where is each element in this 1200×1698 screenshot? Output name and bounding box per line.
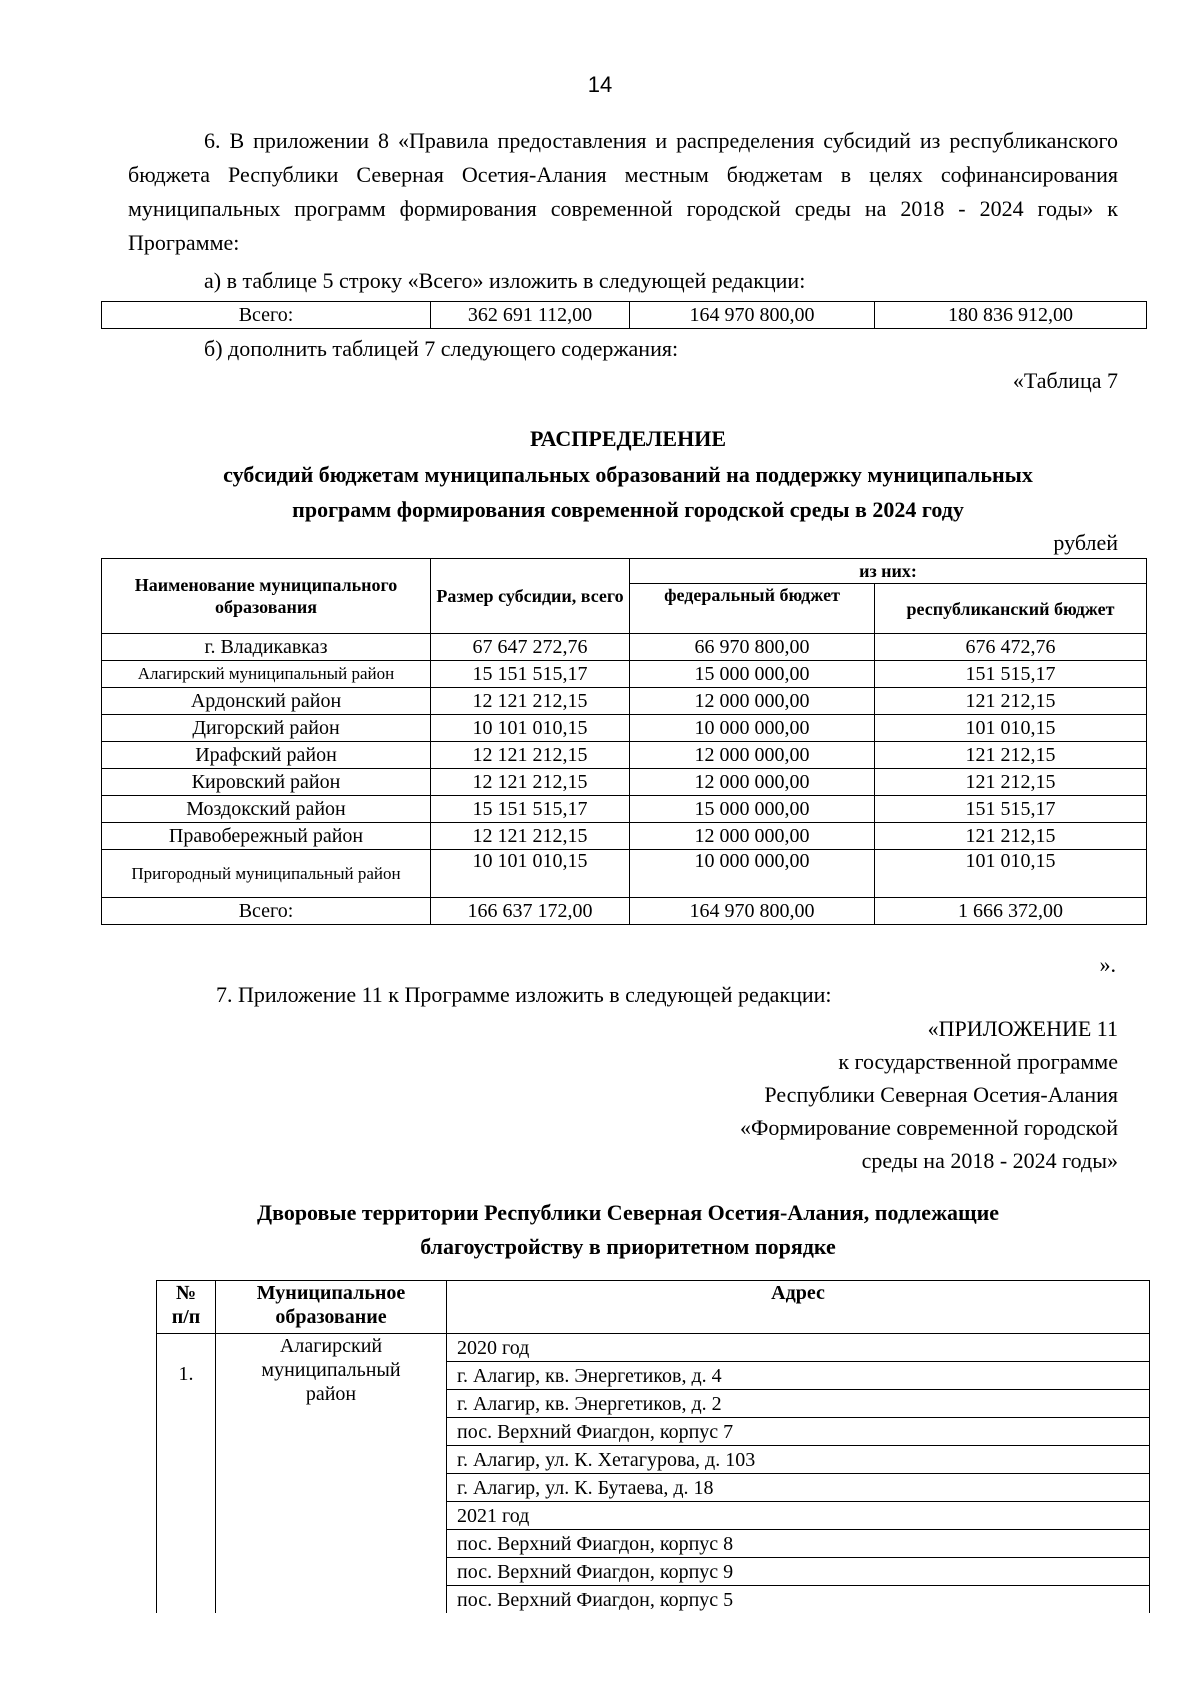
table-cell: 121 212,15	[875, 769, 1147, 796]
header-municipality-line-2: образование	[275, 1306, 387, 1328]
table-cell: 101 010,15	[875, 850, 1147, 898]
table-cell: 12 121 212,15	[431, 688, 630, 715]
table-cell: 1 666 372,00	[875, 898, 1147, 925]
appendix-line-2: к государственной программе	[838, 1049, 1118, 1074]
address-cell: г. Алагир, кв. Энергетиков, д. 2	[447, 1390, 1150, 1418]
header-num-line-2: п/п	[171, 1306, 201, 1328]
table-cell: 166 637 172,00	[431, 898, 630, 925]
address-cell: г. Алагир, ул. К. Хетагурова, д. 103	[447, 1446, 1150, 1474]
table-cell: 15 151 515,17	[431, 661, 630, 688]
header-num-line-1: №	[175, 1282, 197, 1304]
address-cell: пос. Верхний Фиагдон, корпус 7	[447, 1418, 1150, 1446]
address-cell: 2021 год	[447, 1502, 1150, 1530]
table-cell: 12 121 212,15	[431, 823, 630, 850]
header-address: Адрес	[447, 1281, 1150, 1334]
appendix-line-5: среды на 2018 - 2024 годы»	[861, 1148, 1118, 1173]
address-cell: 2020 год	[447, 1334, 1150, 1362]
item-a-text: а) в таблице 5 строку «Всего» изложить в следующей редакции:	[204, 268, 806, 293]
table-row	[102, 850, 1147, 898]
table-cell: 10 000 000,00	[630, 850, 875, 898]
table-cell: 676 472,76	[875, 634, 1147, 661]
header-name: Наименование муниципального образования	[102, 559, 431, 634]
table-cell: 101 010,15	[875, 715, 1147, 742]
table-cell: 121 212,15	[875, 742, 1147, 769]
table-cell: 164 970 800,00	[630, 302, 875, 329]
table-cell: г. Владикавказ	[102, 634, 431, 661]
table-header-row	[157, 1281, 1150, 1334]
table-cell: 12 000 000,00	[630, 769, 875, 796]
table-cell: 10 000 000,00	[630, 715, 875, 742]
header-municipality	[216, 1281, 447, 1334]
table-cell: Всего:	[102, 302, 431, 329]
header-of-which: из них:	[630, 559, 1147, 584]
header-republic: республиканский бюджет	[875, 584, 1147, 634]
address-cell: г. Алагир, ул. К. Бутаева, д. 18	[447, 1474, 1150, 1502]
header-municipality-line-1: Муниципальное	[256, 1282, 406, 1304]
table-cell: Всего:	[102, 898, 431, 925]
header-num	[157, 1281, 216, 1334]
table-cell: 10 101 010,15	[431, 850, 630, 898]
table-row	[102, 898, 1147, 925]
table-cell: 362 691 112,00	[431, 302, 630, 329]
section-6-text: 6. В приложении 8 «Правила предоставления и распределения субсидий из республиканского бюджета Республики Северная Осетия-Алания местным бюджетам в целях софинансирования муниципальных программ формирования современной городской среды на 2018 - 2024 годы» к Программе:	[128, 128, 1118, 255]
page-number: 14	[587, 72, 613, 97]
table-row	[102, 769, 1147, 796]
appendix-line-4: «Формирование современной городской	[740, 1115, 1118, 1140]
closing-quote: ».	[1099, 952, 1116, 977]
table-5-total-row	[101, 301, 1147, 329]
table-cell: 12 121 212,15	[431, 742, 630, 769]
table-cell: 164 970 800,00	[630, 898, 875, 925]
address-cell: пос. Верхний Фиагдон, корпус 9	[447, 1558, 1150, 1586]
table-cell: Моздокский район	[102, 796, 431, 823]
table-row	[102, 823, 1147, 850]
table-cell: Правобережный район	[102, 823, 431, 850]
table-row	[102, 302, 1147, 329]
table-cell: Пригородный муниципальный район	[102, 850, 431, 898]
table-row	[102, 661, 1147, 688]
table-cell: 15 000 000,00	[630, 661, 875, 688]
table-cell: Ирафский район	[102, 742, 431, 769]
distribution-title: РАСПРЕДЕЛЕНИЕ	[529, 426, 726, 451]
table-cell: Кировский район	[102, 769, 431, 796]
table-row	[102, 688, 1147, 715]
appendix-title-2: благоустройству в приоритетном порядке	[420, 1234, 836, 1259]
section-7-text: 7. Приложение 11 к Программе изложить в следующей редакции:	[216, 982, 832, 1007]
address-cell: пос. Верхний Фиагдон, корпус 8	[447, 1530, 1150, 1558]
table-cell: 12 000 000,00	[630, 823, 875, 850]
table-row	[102, 796, 1147, 823]
table-row	[102, 634, 1147, 661]
appendix-line-3: Республики Северная Осетия-Алания	[764, 1082, 1118, 1107]
table-cell: 15 000 000,00	[630, 796, 875, 823]
table-cell: 12 000 000,00	[630, 688, 875, 715]
table-7-label: «Таблица 7	[1012, 368, 1118, 393]
header-federal: федеральный бюджет	[630, 584, 875, 634]
table-cell: 15 151 515,17	[431, 796, 630, 823]
table-cell: 67 647 272,76	[431, 634, 630, 661]
address-cell: пос. Верхний Фиагдон, корпус 5	[447, 1586, 1150, 1614]
distribution-table	[101, 558, 1147, 925]
section-6-paragraph	[128, 124, 1118, 260]
table-row	[157, 1334, 1150, 1362]
appendix-line-1: «ПРИЛОЖЕНИЕ 11	[927, 1016, 1118, 1041]
appendix-title-1: Дворовые территории Республики Северная Осетия-Алания, подлежащие	[256, 1200, 1000, 1225]
row-number: 1.	[157, 1334, 216, 1614]
table-cell: Алагирский муниципальный район	[102, 661, 431, 688]
header-total: Размер субсидии, всего	[431, 559, 630, 634]
table-cell: 66 970 800,00	[630, 634, 875, 661]
table-cell: 151 515,17	[875, 796, 1147, 823]
address-cell: г. Алагир, кв. Энергетиков, д. 4	[447, 1362, 1150, 1390]
table-cell: 180 836 912,00	[875, 302, 1147, 329]
table-cell: 121 212,15	[875, 688, 1147, 715]
distribution-subtitle-2: программ формирования современной городской среды в 2024 году	[292, 497, 964, 522]
table-row	[102, 715, 1147, 742]
table-cell: 12 121 212,15	[431, 769, 630, 796]
unit-label: рублей	[1053, 530, 1118, 555]
table-cell: Дигорский район	[102, 715, 431, 742]
table-cell: Ардонский район	[102, 688, 431, 715]
item-b-text: б) дополнить таблицей 7 следующего содержания:	[204, 336, 679, 361]
courtyard-table	[156, 1280, 1150, 1613]
distribution-subtitle-1: субсидий бюджетам муниципальных образований на поддержку муниципальных	[223, 462, 1033, 487]
table-header-row	[102, 559, 1147, 584]
table-cell: 12 000 000,00	[630, 742, 875, 769]
table-cell: 10 101 010,15	[431, 715, 630, 742]
table-cell: 121 212,15	[875, 823, 1147, 850]
table-cell: 151 515,17	[875, 661, 1147, 688]
municipality-name: Алагирский муниципальный район	[216, 1334, 447, 1614]
table-row	[102, 742, 1147, 769]
